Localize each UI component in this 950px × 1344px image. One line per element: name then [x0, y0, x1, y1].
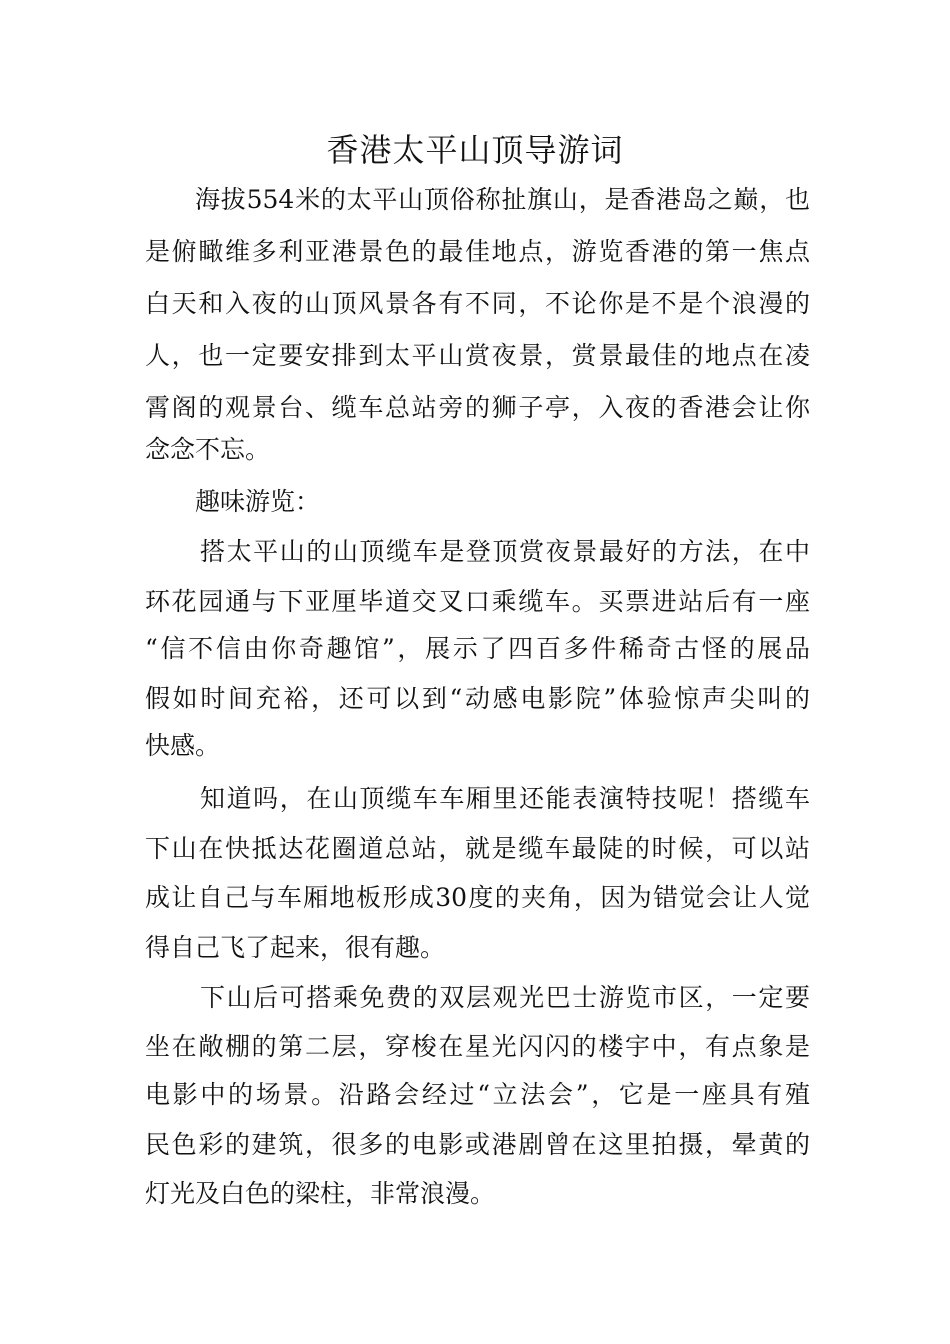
paragraph-line: 霄阁的观景台、缆车总站旁的狮子亭，入夜的香港会让你 — [145, 393, 810, 422]
paragraph-line: 灯光及白色的梁柱，非常浪漫。 — [145, 1179, 496, 1208]
paragraph-line: 搭太平山的山顶缆车是登顶赏夜景最好的方法，在中 — [200, 537, 810, 566]
paragraph-line: 海拔554米的太平山顶俗称扯旗山，是香港岛之巅，也 — [195, 185, 810, 214]
paragraph-line: 是俯瞰维多利亚港景色的最佳地点，游览香港的第一焦点 — [145, 237, 810, 266]
paragraph-line: 民色彩的建筑，很多的电影或港剧曾在这里拍摄，晕黄的 — [145, 1130, 810, 1159]
paragraph-line: 坐在敞棚的第二层，穿梭在星光闪闪的楼宇中，有点象是 — [145, 1032, 810, 1061]
paragraph-line: 白天和入夜的山顶风景各有不同，不论你是不是个浪漫的 — [145, 289, 810, 318]
paragraph-line: 快感。 — [145, 731, 221, 760]
document-title: 香港太平山顶导游词 — [326, 131, 624, 169]
paragraph-line: “信不信由你奇趣馆”，展示了四百多件稀奇古怪的展品 — [145, 634, 810, 663]
section-heading: 趣味游览： — [195, 487, 321, 516]
paragraph-line: 下山在快抵达花圈道总站，就是缆车最陡的时候，可以站 — [145, 834, 810, 863]
paragraph-line: 假如时间充裕，还可以到“动感电影院”体验惊声尖叫的 — [145, 684, 810, 713]
paragraph-line: 念念不忘。 — [145, 435, 271, 464]
paragraph-line: 下山后可搭乘免费的双层观光巴士游览市区，一定要 — [200, 983, 810, 1012]
paragraph-line: 人，也一定要安排到太平山赏夜景，赏景最佳的地点在凌 — [145, 341, 810, 370]
paragraph-line: 知道吗，在山顶缆车车厢里还能表演特技呢！搭缆车 — [200, 784, 810, 813]
paragraph-line: 电影中的场景。沿路会经过“立法会”，它是一座具有殖 — [145, 1080, 810, 1109]
paragraph-line: 成让自己与车厢地板形成30度的夹角，因为错觉会让人觉 — [145, 883, 810, 912]
paragraph-line: 环花园通与下亚厘毕道交叉口乘缆车。买票进站后有一座 — [145, 587, 810, 616]
paragraph-line: 得自己飞了起来，很有趣。 — [145, 933, 446, 962]
